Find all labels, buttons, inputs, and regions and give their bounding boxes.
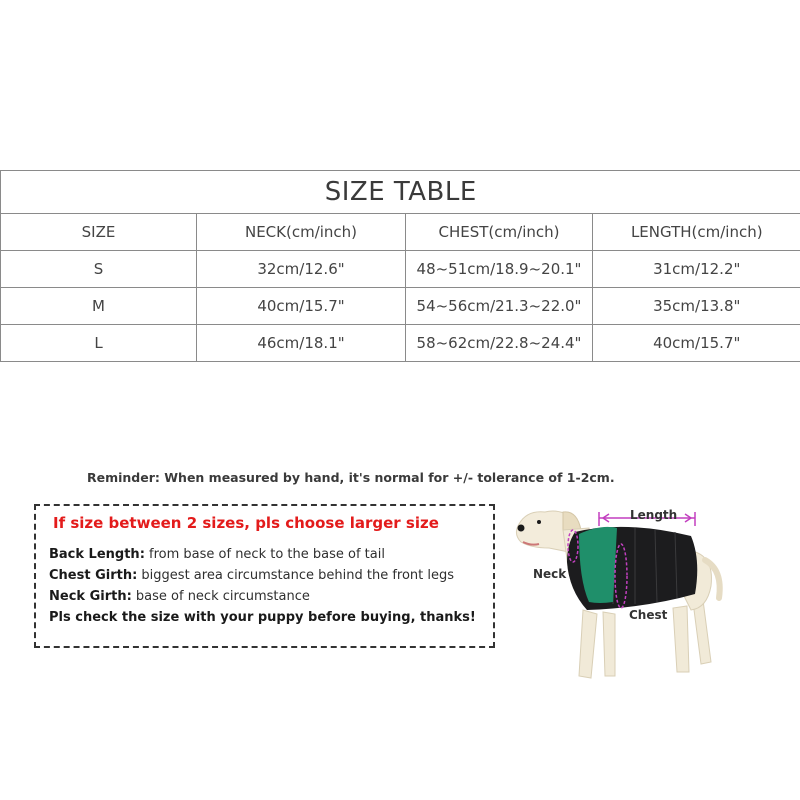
back-length-text: from base of neck to the base of tail	[144, 547, 385, 562]
chest-cell: 48~51cm/18.9~20.1"	[406, 251, 593, 288]
chest-cell: 58~62cm/22.8~24.4"	[406, 325, 593, 362]
check-size-note: Pls check the size with your puppy before buying, thanks!	[49, 610, 476, 625]
dog-illustration	[505, 490, 735, 690]
back-length-label: Back Length:	[49, 547, 145, 562]
size-table-header-row	[1, 214, 800, 251]
back-length-note	[49, 547, 385, 562]
tolerance-reminder: Reminder: When measured by hand, it's normal for +/- tolerance of 1-2cm.	[87, 470, 615, 485]
neck-cell: 32cm/12.6"	[197, 251, 406, 288]
neck-girth-note	[49, 589, 310, 604]
chest-girth-note	[49, 568, 454, 583]
size-table-title: SIZE TABLE	[1, 171, 800, 214]
table-row	[1, 288, 800, 325]
neck-label: Neck	[533, 567, 567, 581]
size-table	[0, 170, 800, 362]
neck-girth-text: base of neck circumstance	[131, 589, 310, 604]
length-cell: 40cm/15.7"	[593, 325, 800, 362]
header-chest: CHEST(cm/inch)	[406, 214, 593, 251]
neck-cell: 46cm/18.1"	[197, 325, 406, 362]
neck-girth-label: Neck Girth:	[49, 589, 132, 604]
length-cell: 35cm/13.8"	[593, 288, 800, 325]
chest-cell: 54~56cm/21.3~22.0"	[406, 288, 593, 325]
size-cell: M	[1, 288, 197, 325]
chest-girth-text: biggest area circumstance behind the front legs	[137, 568, 455, 583]
size-advice-headline: If size between 2 sizes, pls choose larger size	[53, 514, 439, 532]
neck-cell: 40cm/15.7"	[197, 288, 406, 325]
chest-label: Chest	[629, 608, 668, 622]
measurement-notes-box	[34, 504, 495, 648]
dog-measurement-diagram	[505, 490, 735, 690]
header-neck: NECK(cm/inch)	[197, 214, 406, 251]
size-table-title-row	[1, 171, 800, 214]
header-size: SIZE	[1, 214, 197, 251]
length-label: Length	[630, 508, 678, 522]
chest-girth-label: Chest Girth:	[49, 568, 138, 583]
size-cell: L	[1, 325, 197, 362]
table-row	[1, 325, 800, 362]
table-row	[1, 251, 800, 288]
header-length: LENGTH(cm/inch)	[593, 214, 800, 251]
length-cell: 31cm/12.2"	[593, 251, 800, 288]
size-cell: S	[1, 251, 197, 288]
